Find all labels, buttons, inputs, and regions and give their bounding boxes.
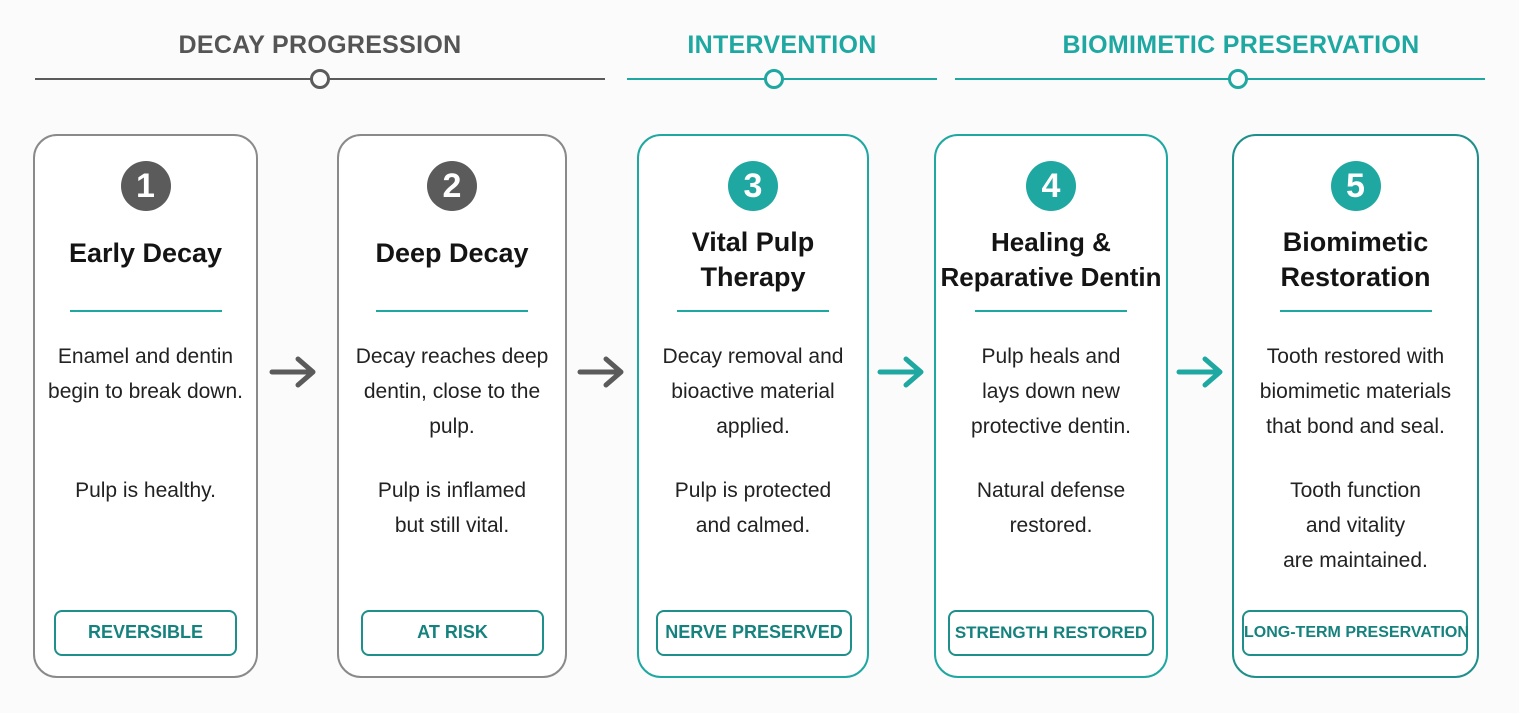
step-description <box>1240 339 1471 444</box>
step-card-deep-decay <box>337 134 567 678</box>
description-line: applied. <box>716 415 790 438</box>
note-line: Natural defense <box>976 479 1126 502</box>
step-title <box>1238 225 1473 295</box>
description-line: lays down new <box>982 380 1120 403</box>
step-title-line: Therapy <box>700 262 806 292</box>
step-title-line: Biomimetic <box>1282 227 1429 257</box>
step-title-line: Healing & <box>991 227 1111 257</box>
step-pulp-note <box>345 473 559 543</box>
description-line: pulp. <box>429 415 475 438</box>
note-line: but still vital. <box>394 514 510 537</box>
phase-title-decay-progression: DECAY PROGRESSION <box>178 31 462 59</box>
step-title <box>343 236 561 271</box>
step-pulp-note <box>1240 473 1471 578</box>
description-line: Decay reaches deep <box>355 345 549 368</box>
step-description <box>345 339 559 444</box>
note-line: restored. <box>1009 514 1093 537</box>
description-line: Decay removal and <box>662 345 844 368</box>
note-line: Pulp is healthy. <box>75 479 216 502</box>
step-title <box>643 225 863 295</box>
status-badge: REVERSIBLE <box>54 610 237 656</box>
description-line: bioactive material <box>671 380 835 403</box>
divider <box>70 310 222 312</box>
divider <box>975 310 1127 312</box>
step-card-healing-reparative-dentin <box>934 134 1168 678</box>
description-line: biomimetic materials <box>1259 380 1452 403</box>
phase-line-biomimetic-preservation <box>955 78 1485 80</box>
step-pulp-note <box>41 473 250 508</box>
status-badge: AT RISK <box>361 610 544 656</box>
step-card-biomimetic-restoration <box>1232 134 1479 678</box>
step-description <box>942 339 1160 444</box>
description-line: Pulp heals and <box>981 345 1121 368</box>
note-line: Tooth function <box>1290 479 1421 502</box>
arrow-right-icon <box>876 352 928 392</box>
phase-title-intervention: INTERVENTION <box>687 31 877 59</box>
step-title <box>940 225 1162 295</box>
step-number-badge: 5 <box>1331 161 1381 211</box>
status-badge: LONG-TERM PRESERVATION <box>1242 610 1468 656</box>
step-title-line: Vital Pulp <box>691 227 815 257</box>
description-line: begin to break down. <box>48 380 243 403</box>
step-title <box>39 236 252 271</box>
description-line: Tooth restored with <box>1266 345 1445 368</box>
phase-title-biomimetic-preservation: BIOMIMETIC PRESERVATION <box>1062 31 1420 59</box>
phase-dot-decay-progression <box>310 69 330 89</box>
step-title-line: Early Decay <box>68 238 223 268</box>
step-number-badge: 1 <box>121 161 171 211</box>
divider <box>1280 310 1432 312</box>
note-line: are maintained. <box>1283 549 1428 572</box>
note-line: and vitality <box>1305 514 1406 537</box>
description-line: dentin, close to the <box>363 380 541 403</box>
step-pulp-note <box>645 473 861 543</box>
note-line: Pulp is protected <box>674 479 832 502</box>
description-line: protective dentin. <box>971 415 1131 438</box>
step-card-early-decay <box>33 134 258 678</box>
note-line: and calmed. <box>695 514 811 537</box>
arrow-right-icon <box>1175 352 1227 392</box>
status-badge: NERVE PRESERVED <box>656 610 852 656</box>
divider <box>376 310 528 312</box>
divider <box>677 310 829 312</box>
arrow-right-icon <box>576 352 628 392</box>
arrow-right-icon <box>268 352 320 392</box>
step-number-badge: 2 <box>427 161 477 211</box>
status-badge: STRENGTH RESTORED <box>948 610 1154 656</box>
description-line: Enamel and dentin <box>57 345 234 368</box>
phase-dot-intervention <box>764 69 784 89</box>
step-number-badge: 3 <box>728 161 778 211</box>
step-description <box>645 339 861 444</box>
step-title-line: Deep Decay <box>375 238 529 268</box>
step-pulp-note <box>942 473 1160 543</box>
note-line: Pulp is inflamed <box>377 479 527 502</box>
phase-dot-biomimetic-preservation <box>1228 69 1248 89</box>
step-title-line: Restoration <box>1280 262 1431 292</box>
step-number-badge: 4 <box>1026 161 1076 211</box>
description-line: that bond and seal. <box>1266 415 1445 438</box>
step-description <box>41 339 250 409</box>
step-card-vital-pulp-therapy <box>637 134 869 678</box>
step-title-line: Reparative Dentin <box>940 262 1162 292</box>
